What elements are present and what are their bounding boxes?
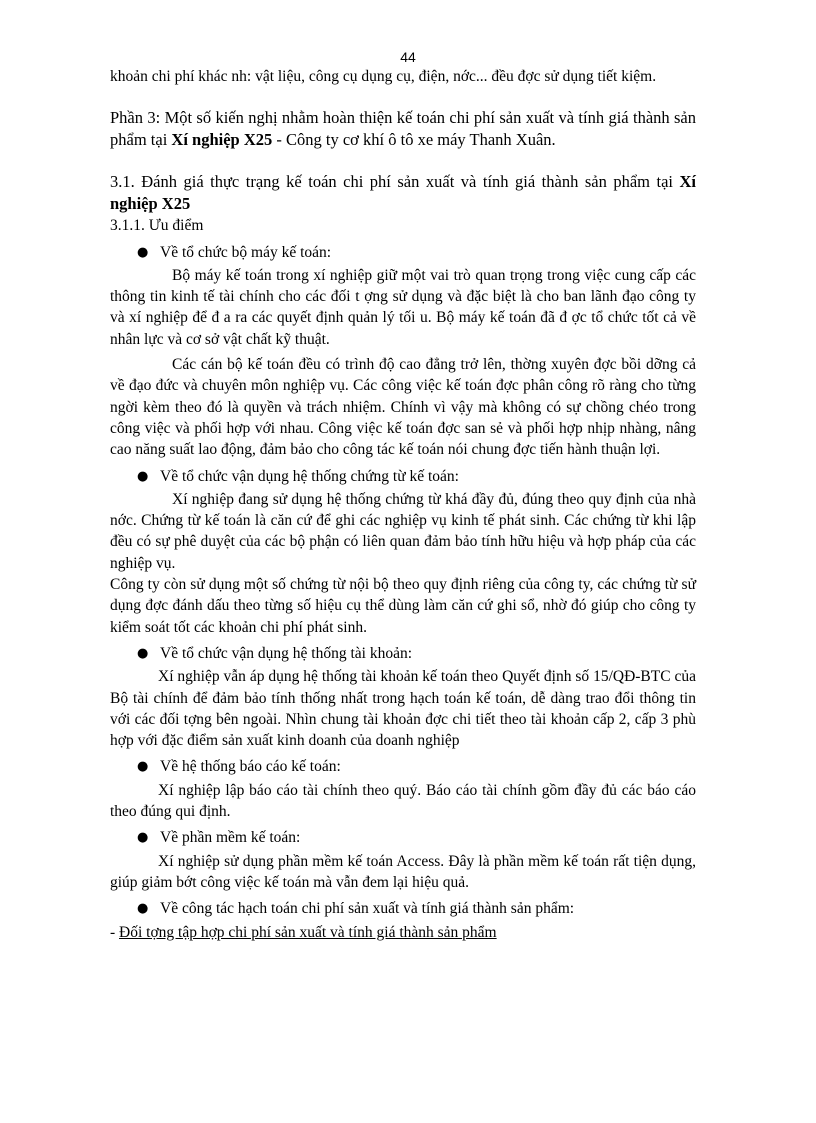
body-paragraph: Công ty còn sử dụng một số chứng từ nội bộ theo quy định riêng của công ty, các chứng từ sử dụng đợc đánh dấu theo từng số hiệu cụ thể dùng làm căn cứ ghi sổ, nhờ đó giúp cho công ty kiểm soát tốt các khoản chi phí phát sinh. xyxy=(110,576,696,636)
section-3-1-heading xyxy=(110,171,696,215)
part-3-text-2: - Công ty cơ khí ô tô xe máy Thanh Xuân. xyxy=(272,130,556,150)
section-3-1-1-heading: 3.1.1. Ưu điểm xyxy=(110,217,204,235)
bullet-title: Về hệ thống báo cáo kế toán: xyxy=(160,758,341,776)
bullet-title: Về công tác hạch toán chi phí sản xuất và tính giá thành sản phẩm: xyxy=(160,900,575,918)
bullet-dot-icon: ● xyxy=(137,244,149,260)
body-paragraph: Xí nghiệp đang sử dụng hệ thống chứng từ khá đầy đủ, đúng theo quy định của nhà nớc. Chứng từ kế toán là căn cứ để ghi các nghiệp vụ kinh tế phát sinh. Các chứng từ khi lập đều có sự phê duyệt của các bộ phận có liên quan đảm bảo tính hữu hiệu và hợp pháp của các nghiệp vụ. xyxy=(110,490,696,572)
bullet-dot-icon: ● xyxy=(137,759,149,775)
last-line-underlined: Đối tợng tập hợp chi phí sản xuất và tính giá thành sản phẩm xyxy=(119,923,497,941)
bullet-dot-icon: ● xyxy=(137,468,149,484)
body-paragraph: Các cán bộ kế toán đều có trình độ cao đẳng trở lên, thờng xuyên đợc bồi dỡng cả về đạo đức và chuyên môn nghiệp vụ. Các công việc kế toán đợc phân công rõ ràng cho từng ngời kèm theo đó là quyền và trách nhiệm. Chính vì vậy mà không có sự chồng chéo trong công việc và phối hợp với nhau. Công việc kế toán đợc san sẻ và phối hợp nhịp nhàng, nâng cao năng suất lao động, đảm bảo cho công tác kế toán nói chung đợc tiến hành thuận lợi. xyxy=(110,356,696,459)
bullet-item xyxy=(110,242,696,263)
bullet-title: Về tổ chức bộ máy kế toán: xyxy=(160,243,332,261)
page-content xyxy=(110,66,696,943)
bullet-dot-icon: ● xyxy=(137,901,149,917)
bullet-dot-icon: ● xyxy=(137,645,149,661)
bullet-item xyxy=(110,643,696,664)
bullet-item xyxy=(110,898,696,919)
part-3-heading xyxy=(110,107,696,151)
body-paragraph: Xí nghiệp sử dụng phần mềm kế toán Access. Đây là phần mềm kế toán rất tiện dụng, giúp giảm bớt công việc kế toán mà vẫn đem lại hiệu quả. xyxy=(110,852,696,891)
intro-paragraph: khoản chi phí khác nh: vật liệu, công cụ dụng cụ, điện, nớc... đều đợc sử dụng tiết kiệm. xyxy=(110,68,657,85)
last-line xyxy=(110,922,696,943)
part-3-text: Một số kiến nghị nhằm hoàn thiện kế toán chi phí sản xuất và tính giá thành sản phẩm tại xyxy=(110,108,696,150)
bullet-item xyxy=(110,756,696,777)
part-3-bold-name: Xí nghiệp X25 xyxy=(171,130,273,150)
section-3-1-bold: Xí nghiệp X25 xyxy=(110,172,696,214)
bullet-title: Về tổ chức vận dụng hệ thống tài khoản: xyxy=(160,644,413,662)
bullet-item xyxy=(110,466,696,487)
last-line-dash: - xyxy=(110,923,120,941)
section-3-1-text: 3.1. Đánh giá thực trạng kế toán chi phí sản xuất và tính giá thành sản phẩm tại xyxy=(110,172,680,192)
body-paragraph: Bộ máy kế toán trong xí nghiệp giữ một vai trò quan trọng trong việc cung cấp các thông tin kinh tế tài chính cho các đối t ợng sử dụng và đặc biệt là cho ban lãnh đạo công ty và xí nghiệp để đ a ra các quyết định quản lý tối u. Bộ máy kế toán đã đ ợc tổ chức tốt cả về nhân lực và cơ sở vật chất kỹ thuật. xyxy=(110,266,696,348)
part-3-prefix: Phần 3: xyxy=(110,108,161,128)
bullet-title: Về tổ chức vận dụng hệ thống chứng từ kế toán: xyxy=(160,467,459,485)
bullet-title: Về phần mềm kế toán: xyxy=(160,829,301,847)
bullet-item xyxy=(110,827,696,848)
bullet-dot-icon: ● xyxy=(137,830,149,846)
body-paragraph: Xí nghiệp lập báo cáo tài chính theo quý. Báo cáo tài chính gồm đầy đủ các báo cáo theo đúng qui định. xyxy=(110,781,696,821)
body-paragraph: Xí nghiệp vẫn áp dụng hệ thống tài khoản kế toán theo Quyết định số 15/QĐ-BTC của Bộ tài chính để đảm bảo tính thống nhất trong hạch toán kế toán, dễ dàng trao đổi thông tin với các đối tợng bên ngoài. Nhìn chung tài khoản đợc chi tiết theo tài khoản cấp 2, cấp 3 phù hợp với đặc điểm sản xuất kinh doanh của doanh nghiệp xyxy=(110,668,696,750)
page-number: 44 xyxy=(400,49,416,65)
